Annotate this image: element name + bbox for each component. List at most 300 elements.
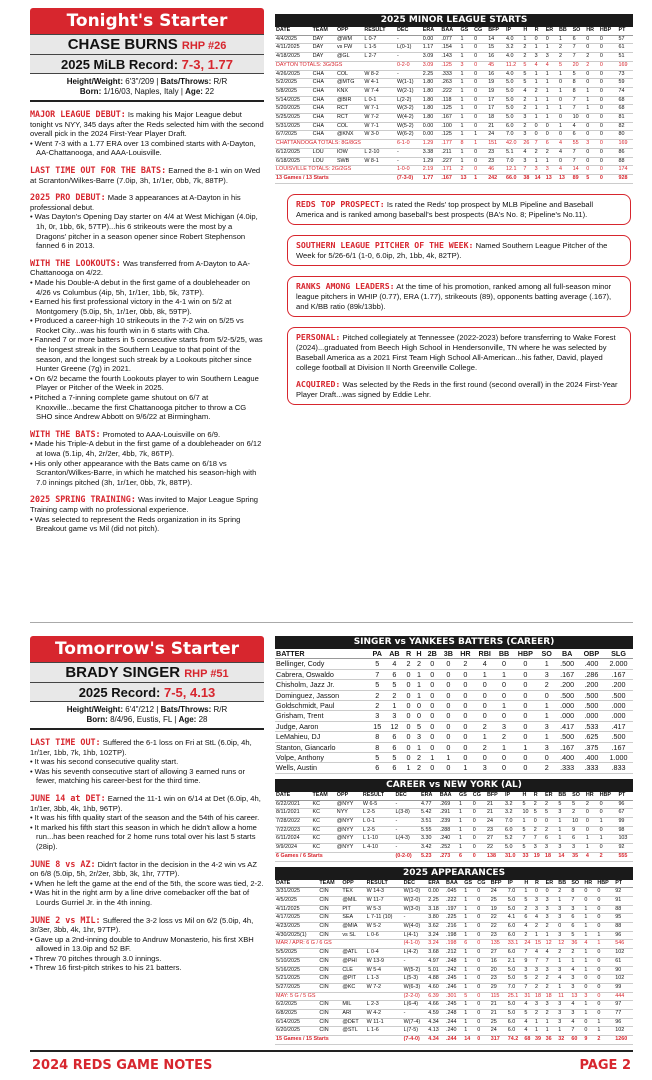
table-cell: 4 (523, 923, 534, 932)
column-header: R (403, 649, 413, 659)
table-cell: 0 (596, 1010, 614, 1019)
table-cell: 0 (473, 79, 487, 88)
table-cell: 4.1 (507, 914, 524, 923)
table-cell: 1 (403, 763, 413, 773)
table-cell: 2 (545, 975, 558, 984)
table-cell: CHA (312, 114, 336, 123)
note-paragraph (30, 738, 264, 757)
table-cell: 19 (487, 87, 505, 96)
table-cell: CHA (312, 96, 336, 105)
table-cell: 0 (403, 721, 413, 731)
table-cell: 1 (456, 763, 474, 773)
table-cell: .417 (556, 721, 579, 731)
table-cell: 2 (522, 105, 533, 114)
column-header: SO (570, 880, 583, 888)
table-cell: 0 (456, 721, 474, 731)
table-row (275, 844, 633, 853)
table-cell: W(3-0) (403, 905, 428, 914)
table-cell: .000 (604, 711, 633, 721)
table-cell: 0 (424, 763, 440, 773)
table-cell: 3 (545, 53, 558, 62)
table-cell: 92 (617, 844, 633, 853)
table-row (275, 888, 633, 897)
table-cell: 3 (522, 157, 533, 166)
table-cell: 3 (533, 844, 544, 853)
table-cell: .197 (445, 905, 463, 914)
table-cell: 0 (585, 166, 599, 175)
table-cell: 7 (523, 983, 534, 992)
personal-note: PERSONAL: Pitched collegiately at Tennessee (2022-2023) before transferring to Wake Forest (2024)...graduated from Beech High School in Hendersonville, TN where he was selected by Baseball America as a 2021 First Team High School All-American...his father, David, played college football at Division II North Greenville College. ACQUIRED: Was selected by the Reds in the first round (second overall) in the 2024 First-Year Player Draft...was signed by Eddie Lehr. (287, 327, 631, 405)
table-cell: 103 (617, 835, 633, 844)
table-cell: 0 (456, 742, 474, 752)
table-row (275, 923, 633, 932)
table-cell: W 14-3 (366, 888, 403, 897)
table-cell: W 11-7 (366, 896, 403, 905)
table-cell: 2 (533, 800, 544, 809)
table-cell: .246 (445, 983, 463, 992)
table-cell: 33 (522, 852, 533, 861)
table-cell: 7 (572, 44, 586, 53)
table-cell: 0 (473, 35, 487, 44)
table-cell: W 8-2 (363, 70, 396, 79)
table-cell: 6 (570, 923, 583, 932)
table-cell: 1 (474, 732, 495, 742)
table-cell: 29 (490, 983, 507, 992)
table-cell: 99 (614, 983, 633, 992)
table-cell: 7 (523, 949, 534, 958)
totals-label: LOUISVILLE TOTALS: 2G/2GS (275, 166, 396, 175)
table-cell: 1 (463, 957, 476, 966)
table-cell: 3 (385, 711, 403, 721)
table-cell: 6/14/2025 (275, 1018, 318, 1027)
table-cell: .375 (579, 742, 604, 752)
table-cell: .000 (556, 701, 579, 711)
footer-title: 2024 REDS GAME NOTES (32, 1058, 213, 1073)
note-text: Promoted to AAA-Louisville on 6/9. (100, 429, 221, 439)
table-cell: 1 (440, 753, 456, 763)
table-cell: .167 (556, 742, 579, 752)
table-cell: 0 (476, 914, 489, 923)
table-cell: 0 (403, 690, 413, 700)
table-cell: 51 (618, 53, 633, 62)
table-cell: 12 (557, 940, 570, 949)
table-cell: 0 (545, 131, 558, 140)
totals-label: DAYTON TOTALS: 3G/3GS (275, 61, 396, 70)
table-cell: 1 (495, 742, 513, 752)
table-cell: 0 (495, 680, 513, 690)
table-cell: CIN (318, 983, 341, 992)
table-cell: W(5-2) (396, 122, 422, 131)
table-cell: 2 (544, 800, 557, 809)
table-cell: 0 (596, 905, 614, 914)
table-cell: - (394, 800, 420, 809)
table-cell: 5 (522, 800, 533, 809)
table-cell: 1 (463, 983, 476, 992)
table-cell: 2 (369, 701, 386, 711)
table-cell: @NYY (336, 826, 362, 835)
appearances-table (275, 880, 633, 1045)
table-cell: 1 (534, 931, 545, 940)
table-cell: CHA (312, 105, 336, 114)
table-cell: 0 (424, 690, 440, 700)
batters-title: SINGER vs YANKEES BATTERS (CAREER) (275, 636, 633, 649)
table-cell: 5.0 (507, 1010, 524, 1019)
table-cell: 0 (476, 992, 489, 1001)
table-cell: .000 (604, 701, 633, 711)
season-record: 2025 Record: 7-5, 4.13 (30, 682, 264, 702)
table-cell: 3 (583, 992, 596, 1001)
table-cell: 1 (458, 817, 472, 826)
table-cell: CIN (318, 923, 341, 932)
table-cell: 2 (385, 690, 403, 700)
table-row (275, 809, 633, 818)
table-cell: 5.0 (505, 79, 522, 88)
table-cell: 0 (513, 721, 538, 731)
batter-name: Dominguez, Jasson (275, 690, 369, 700)
table-cell: 5/14/2025 (275, 96, 312, 105)
table-cell: 2 (534, 983, 545, 992)
table-cell: 5.0 (507, 896, 524, 905)
table-cell: 4/4/2025 (275, 35, 312, 44)
table-row (275, 835, 633, 844)
table-cell: 6 (572, 131, 586, 140)
table-cell: L 2-5 (362, 826, 395, 835)
table-cell: 6.0 (507, 949, 524, 958)
table-cell: 1 (463, 1001, 476, 1010)
table-cell: 5/2/2025 (275, 79, 312, 88)
table-cell: 2 (545, 923, 558, 932)
table-cell: 1 (545, 157, 558, 166)
header-row (275, 880, 633, 888)
table-cell: 96 (614, 1018, 633, 1027)
totals-label: MAR / APR: 6 G / 6 GS (275, 940, 403, 949)
table-cell: 1 (459, 105, 473, 114)
table-cell: 0 (599, 44, 618, 53)
table-cell: 0 (476, 905, 489, 914)
table-cell: CIN (318, 914, 341, 923)
note-heading: RANKS AMONG LEADERS: (296, 280, 395, 291)
table-cell: 3 (570, 1010, 583, 1019)
table-cell: 6 (544, 835, 557, 844)
table-cell: 1 (459, 53, 473, 62)
table-cell: 5 (585, 174, 599, 183)
table-cell: 80 (618, 131, 633, 140)
table-cell: 5 (369, 659, 386, 669)
table-cell: 0 (599, 122, 618, 131)
totals-row (275, 852, 633, 861)
table-cell: 8 (570, 888, 583, 897)
table-cell: RCT (336, 114, 363, 123)
table-row (275, 44, 633, 53)
table-cell: 0 (557, 923, 570, 932)
table-cell: 96 (617, 800, 633, 809)
table-cell: 0 (558, 157, 572, 166)
table-cell: 2.1 (507, 957, 524, 966)
column-header: RBI (474, 649, 495, 659)
table-cell: 5 (522, 61, 533, 70)
bullet-list (30, 935, 264, 973)
table-cell: 66.0 (505, 174, 522, 183)
table-cell: 0 (476, 923, 489, 932)
table-cell: CLE (341, 966, 365, 975)
table-cell: 0 (583, 896, 596, 905)
column-header: DATE (275, 27, 312, 35)
table-cell: 3.18 (427, 905, 445, 914)
table-cell: L(0-1) (396, 44, 422, 53)
table-cell: 18 (544, 852, 557, 861)
table-cell: 1 (545, 105, 558, 114)
table-cell: 4 (474, 659, 495, 669)
table-cell: 1 (463, 1010, 476, 1019)
table-cell: 4 (583, 940, 596, 949)
table-cell: 0 (440, 721, 456, 731)
table-cell: 0 (473, 61, 487, 70)
table-cell: 88 (618, 157, 633, 166)
table-cell: W 8-1 (363, 157, 396, 166)
column-header: RESULT (366, 880, 403, 888)
table-cell: 4 (523, 1001, 534, 1010)
table-cell: 0 (599, 800, 618, 809)
table-cell: CIN (318, 905, 341, 914)
table-cell: vs SL (341, 931, 365, 940)
table-cell: 1 (474, 669, 495, 679)
table-cell: 5.0 (507, 905, 524, 914)
table-cell: 4.34 (427, 1018, 445, 1027)
table-cell: .212 (445, 949, 463, 958)
table-cell: .198 (445, 931, 463, 940)
table-cell: MIL (341, 1001, 365, 1010)
column-header: H (523, 880, 534, 888)
table-cell: 1 (473, 140, 487, 149)
bullet-item: • Was Dayton's Opening Day starter on 4/4 at West Michigan (4.0ip, 1h, 0r, 1bb, 6k, 57TP)...his 6 strikeouts were the most by a Dragons' pitcher in a season opener since Robert Stephenson fanned 6 in 2013. (30, 212, 264, 250)
table-cell: 4.0 (505, 70, 522, 79)
table-cell: 0 (599, 87, 618, 96)
table-cell: 6.0 (504, 826, 522, 835)
table-cell: 0 (473, 87, 487, 96)
table-cell: 7 (522, 166, 533, 175)
batter-name: Judge, Aaron (275, 721, 369, 731)
table-cell: .273 (439, 852, 458, 861)
table-cell: 2.000 (604, 659, 633, 669)
table-cell: 0 (476, 888, 489, 897)
table-cell: 0 (585, 122, 599, 131)
table-cell: 12 (385, 721, 403, 731)
table-cell: SWB (336, 157, 363, 166)
table-cell: 20 (572, 61, 586, 70)
table-cell: 0 (476, 957, 489, 966)
table-cell: DAY (312, 35, 336, 44)
table-cell: 9 (583, 1036, 596, 1045)
table-row (275, 949, 633, 958)
table-cell: 1 (545, 96, 558, 105)
table-cell: 13 (570, 992, 583, 1001)
table-cell: 0 (599, 826, 618, 835)
table-cell: 4 (523, 1018, 534, 1027)
table-cell: 16 (487, 70, 505, 79)
batter-name: Goldschmidt, Paul (275, 701, 369, 711)
table-cell: 1 (522, 35, 533, 44)
table-cell: 59 (618, 79, 633, 88)
column-header: 3B (440, 649, 456, 659)
bullet-item: • Gave up a 2nd-inning double to Andruw Monasterio, his first XBH allowed in 13.0ip and 52 BF. (30, 935, 264, 954)
table-cell: 6/8/2025 (275, 1010, 318, 1019)
table-cell: .333 (556, 763, 579, 773)
table-cell: @NYY (336, 844, 362, 853)
column-header: BB (557, 880, 570, 888)
table-cell: 5 (522, 70, 533, 79)
note-paragraph (30, 110, 264, 139)
table-cell: L(3-8) (394, 809, 420, 818)
table-cell: 4.13 (427, 1027, 445, 1036)
table-cell: 73 (618, 70, 633, 79)
table-cell: 1 (424, 753, 440, 763)
table-cell: 3 (557, 966, 570, 975)
table-cell: 26 (522, 140, 533, 149)
table-cell: NYY (336, 809, 362, 818)
table-cell: 0 (599, 174, 618, 183)
table-cell: 5/21/2025 (275, 975, 318, 984)
table-cell: 74.2 (507, 1036, 524, 1045)
table-cell: 3 (534, 966, 545, 975)
table-cell: 1 (596, 931, 614, 940)
table-cell: 2 (571, 809, 585, 818)
table-cell: 0 (513, 711, 538, 721)
table-cell: 4.60 (427, 983, 445, 992)
table-cell: 0 (472, 826, 486, 835)
table-cell: 1.80 (422, 87, 441, 96)
bullet-list (30, 813, 264, 851)
batter-name: Stanton, Giancarlo (275, 742, 369, 752)
table-cell: vs FW (336, 44, 363, 53)
table-cell: 0 (474, 680, 495, 690)
note-paragraph (30, 916, 264, 935)
table-cell: 1.17 (422, 44, 441, 53)
column-header: SO (538, 649, 556, 659)
table-row (275, 1027, 633, 1036)
table-cell: W(6-3) (403, 983, 428, 992)
table-cell: 4.97 (427, 957, 445, 966)
table-cell: KNX (336, 87, 363, 96)
table-cell: 21 (487, 122, 505, 131)
table-cell: KC (312, 835, 336, 844)
table-cell: 3 (571, 844, 585, 853)
table-cell: .240 (445, 1027, 463, 1036)
table-cell: 17 (487, 96, 505, 105)
table-cell: 2 (585, 53, 599, 62)
table-cell: @NYY (336, 800, 362, 809)
table-cell: 3 (534, 1001, 545, 1010)
table-cell: 0 (476, 975, 489, 984)
note-heading: JUNE 8 vs AZ: (30, 858, 96, 869)
table-cell: W(2-1) (396, 87, 422, 96)
table-cell: - (403, 914, 428, 923)
note-paragraph (30, 259, 264, 278)
table-cell: 2 (557, 949, 570, 958)
table-cell: @PIT (341, 975, 365, 984)
table-cell: 1 (583, 931, 596, 940)
table-cell: 1 (558, 35, 572, 44)
table-cell: 5/25/2025 (275, 114, 312, 123)
table-cell: 0 (583, 983, 596, 992)
table-cell: .500 (604, 732, 633, 742)
table-cell: 1 (459, 96, 473, 105)
table-cell: 5 (463, 992, 476, 1001)
note-paragraph (30, 860, 264, 879)
table-cell: 0 (534, 888, 545, 897)
table-cell: 102 (614, 949, 633, 958)
table-cell: 5 (522, 826, 533, 835)
table-cell: W(7-4) (403, 1018, 428, 1027)
table-cell: 0 (599, 844, 618, 853)
table-cell: .301 (445, 992, 463, 1001)
bullet-item: • Was his seventh consecutive start of allowing 3 earned runs or fewer, matching his career-best for the third time. (30, 767, 264, 786)
table-cell: 0 (513, 732, 538, 742)
table-cell: 14 (463, 1036, 476, 1045)
table-cell: 0 (599, 96, 618, 105)
note-section (30, 738, 264, 786)
table-cell: 3.38 (422, 148, 441, 157)
column-header: HBP (599, 27, 618, 35)
table-cell: 1 (538, 659, 556, 669)
table-cell: 1 (545, 931, 558, 940)
note-section (30, 110, 264, 158)
column-header: BB (557, 792, 571, 800)
table-cell: 17 (487, 105, 505, 114)
table-cell: 3.2 (505, 44, 522, 53)
table-cell: 2 (414, 753, 424, 763)
table-cell: CHA (312, 70, 336, 79)
table-cell: 2 (533, 826, 544, 835)
table-cell: 0 (545, 888, 558, 897)
table-cell: KC (312, 800, 336, 809)
table-cell: 0 (474, 701, 495, 711)
table-cell: 4 (545, 61, 558, 70)
table-cell: 1 (513, 742, 538, 752)
table-cell: 6.39 (427, 992, 445, 1001)
table-cell: 1 (414, 669, 424, 679)
note-heading: WITH THE BATS: (30, 428, 101, 439)
table-cell: W 7-2 (366, 983, 403, 992)
table-cell: 4.34 (427, 1036, 445, 1045)
table-cell: 7/22/2023 (275, 826, 312, 835)
table-cell: .500 (604, 690, 633, 700)
table-cell: 1 (585, 105, 599, 114)
table-cell: 2 (544, 826, 557, 835)
table-cell: 88 (614, 923, 633, 932)
table-row (275, 79, 633, 88)
table-cell: 13 (459, 174, 473, 183)
table-cell: 21 (486, 800, 504, 809)
table-cell: 0 (473, 105, 487, 114)
table-cell: CHA (312, 131, 336, 140)
table-cell: 2 (459, 166, 473, 175)
header-row (275, 792, 633, 800)
table-cell: 0 (596, 975, 614, 984)
table-row (275, 1001, 633, 1010)
table-cell: 19 (533, 852, 544, 861)
column-header: R (534, 880, 545, 888)
note-text: Was invited to Major League Spring Training camp with no professional experience. (30, 495, 259, 514)
table-cell: @NYY (336, 835, 362, 844)
table-cell: 0 (599, 79, 618, 88)
table-cell: 5 (523, 896, 534, 905)
table-cell: 23 (490, 931, 507, 940)
column-header: 2B (424, 649, 440, 659)
table-cell: 0 (474, 711, 495, 721)
table-cell: 3 (557, 931, 570, 940)
table-cell: W 7-1 (363, 105, 396, 114)
bullet-list (30, 278, 264, 422)
